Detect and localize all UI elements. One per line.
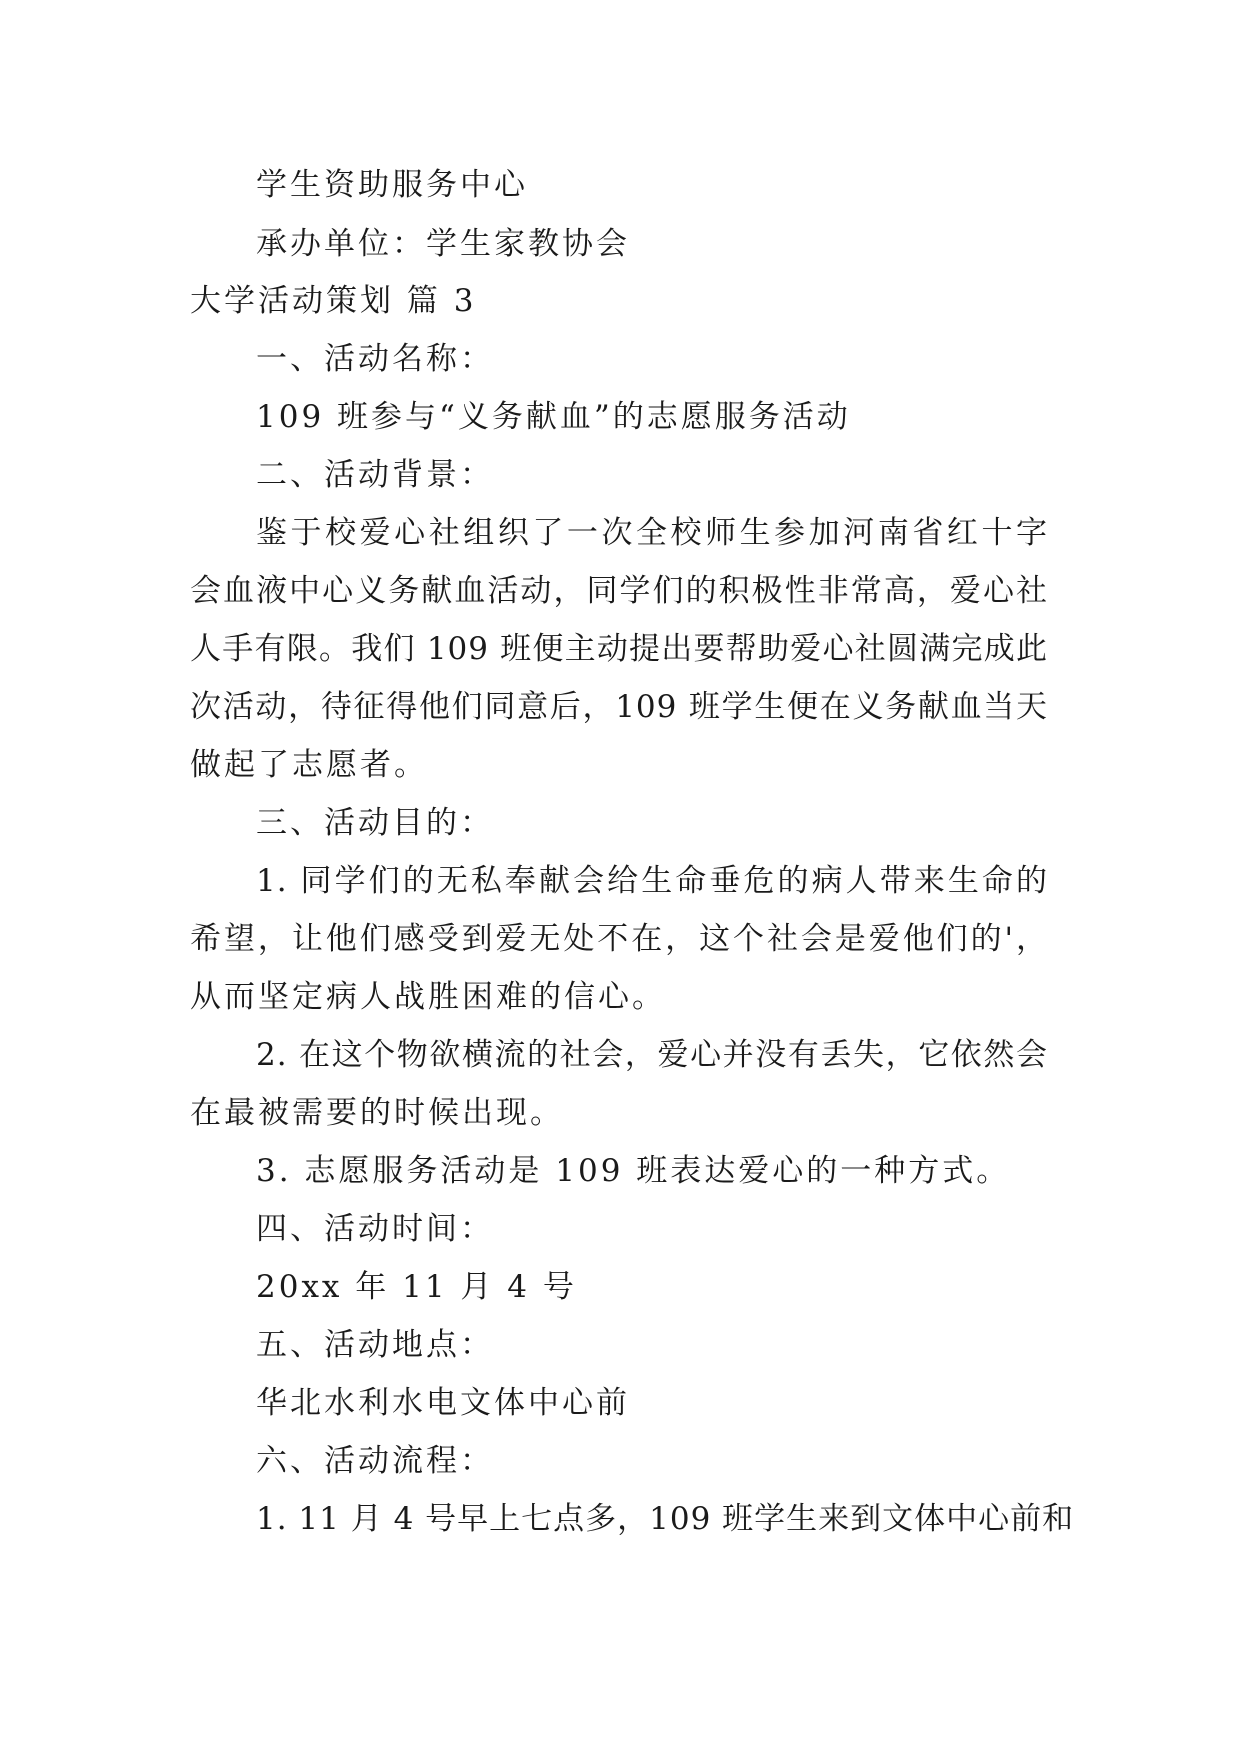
activity-date: 20xx 年 11 月 4 号 xyxy=(256,1269,577,1305)
paragraph-line: 人手有限。我们 109 班便主动提出要帮助爱心社圆满完成此 xyxy=(190,631,1048,667)
paragraph-line: 次活动，待征得他们同意后，109 班学生便在义务献血当天 xyxy=(190,689,1048,725)
paragraph-line: 会血液中心义务献血活动，同学们的积极性非常高，爱心社 xyxy=(190,573,1048,609)
org-name-line: 学生资助服务中心 xyxy=(256,167,528,203)
paragraph-line: 2. 在这个物欲横流的社会，爱心并没有丢失，它依然会 xyxy=(256,1037,1048,1073)
section-title: 大学活动策划 篇 3 xyxy=(190,283,477,319)
heading-background: 二、活动背景： xyxy=(256,457,494,493)
heading-process: 六、活动流程： xyxy=(256,1443,494,1479)
paragraph-line: 1. 11 月 4 号早上七点多，109 班学生来到文体中心前和 xyxy=(256,1501,1075,1537)
paragraph-line: 1. 同学们的无私奉献会给生命垂危的病人带来生命的 xyxy=(256,863,1048,899)
host-unit-line: 承办单位：学生家教协会 xyxy=(256,226,630,262)
paragraph-line: 做起了志愿者。 xyxy=(190,747,428,783)
heading-location: 五、活动地点： xyxy=(256,1327,494,1363)
heading-purpose: 三、活动目的： xyxy=(256,805,494,841)
heading-time: 四、活动时间： xyxy=(256,1211,494,1247)
heading-activity-name: 一、活动名称： xyxy=(256,341,494,377)
paragraph-line: 希望，让他们感受到爱无处不在，这个社会是爱他们的'， xyxy=(190,921,1048,957)
activity-location: 华北水利水电文体中心前 xyxy=(256,1385,630,1421)
paragraph-line: 在最被需要的时候出现。 xyxy=(190,1095,564,1131)
paragraph-line: 3. 志愿服务活动是 109 班表达爱心的一种方式。 xyxy=(256,1153,1011,1189)
activity-name-text: 109 班参与“义务献血”的志愿服务活动 xyxy=(256,399,851,435)
paragraph-line: 从而坚定病人战胜困难的信心。 xyxy=(190,979,666,1015)
paragraph-line: 鉴于校爱心社组织了一次全校师生参加河南省红十字 xyxy=(256,515,1048,551)
